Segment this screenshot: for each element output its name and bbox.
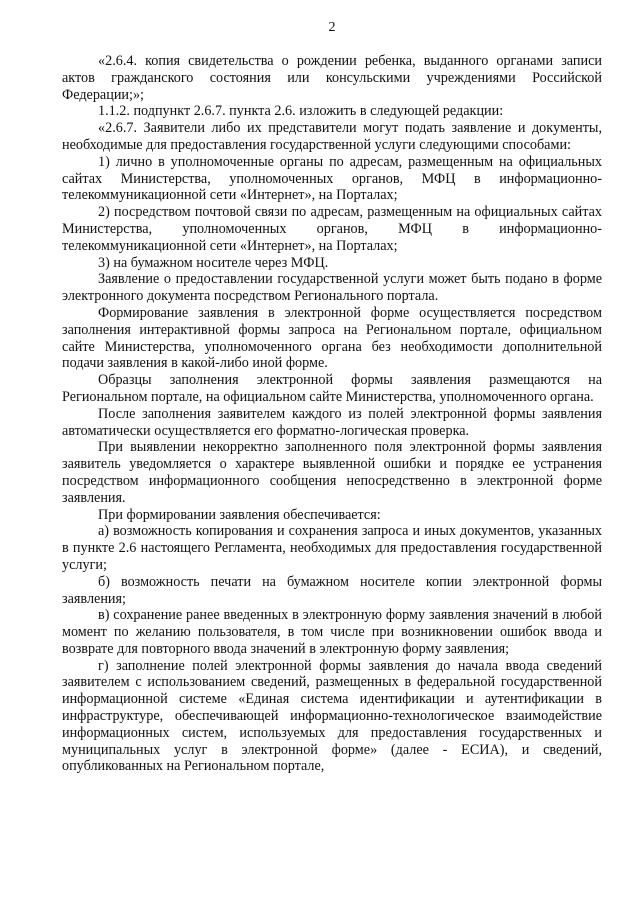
- paragraph-format-check: После заполнения заявителем каждого из полей электронной формы заявления автоматически осуществляется его форматно-логическая проверка.: [62, 405, 602, 439]
- list-item-3: 3) на бумажном носителе через МФЦ.: [98, 254, 329, 271]
- list-item-b: б) возможность печати на бумажном носителе копии электронной формы заявления;: [62, 573, 602, 607]
- paragraph-form-samples: Образцы заполнения электронной формы заявления размещаются на Региональном портале, на официальном сайте Министерства, уполномоченного органа.: [62, 372, 602, 405]
- paragraph-electronic-submission: Заявление о предоставлении государственной услуги может быть подано в форме электронного документа посредством Регионального портала.: [62, 271, 602, 305]
- paragraph-ensured-list-intro: При формировании заявления обеспечивается:: [98, 506, 381, 523]
- list-item-g: г) заполнение полей электронной формы заявления до начала ввода сведений заявителем с использованием сведений, размещенных в федеральной государственной информационной системе «Единая система идентификации и аутентификации в инфраструктуре, обеспечивающей информационно-технологическое взаимодействие информационных систем, используемых для предоставления государственных и муниципальных услуг в электронной форме» (далее - ЕСИА), и сведений, опубликованных на Региональном портале,: [62, 657, 602, 775]
- document-body: [62, 53, 602, 775]
- paragraph-error-notification: При выявлении некорректно заполненного поля электронной формы заявления заявитель уведомляется о характере выявленной ошибки и порядке ее устранения посредством информационного сообщения непосредственно в электронной форме заявления.: [62, 439, 602, 506]
- paragraph-2-6-4: «2.6.4. копия свидетельства о рождении ребенка, выданного органами записи актов гражданского состояния или консульскими учреждениями Российской Федерации;»;: [62, 53, 602, 103]
- list-item-v: в) сохранение ранее введенных в электронную форму заявления значений в любой момент по желанию пользователя, в том числе при возникновении ошибок ввода и возврате для повторного ввода значений в электронную форму заявления;: [62, 607, 602, 657]
- list-item-1: 1) лично в уполномоченные органы по адресам, размещенным на официальных сайтах Министерства, уполномоченных органов, МФЦ в информационно-телекоммуникационной сети «Интернет», на Порталах;: [62, 153, 602, 204]
- paragraph-1-1-2: 1.1.2. подпункт 2.6.7. пункта 2.6. изложить в следующей редакции:: [98, 103, 504, 120]
- paragraph-electronic-form: Формирование заявления в электронной форме осуществляется посредством заполнения интерактивной формы запроса на Региональном портале, официальном сайте Министерства, уполномоченного органа без необходимости дополнительной подачи заявления в какой-либо иной форме.: [62, 304, 602, 372]
- paragraph-2-6-7: «2.6.7. Заявители либо их представители могут подать заявление и документы, необходимые для предоставления государственной услуги следующими способами:: [62, 120, 602, 153]
- list-item-a: а) возможность копирования и сохранения запроса и иных документов, указанных в пункте 2.6 настоящего Регламента, необходимых для предоставления государственной услуги;: [62, 523, 602, 573]
- list-item-2: 2) посредством почтовой связи по адресам, размещенным на официальных сайтах Министерства, уполномоченных органов, МФЦ в информационно-телекоммуникационной сети «Интернет», на Порталах;: [62, 204, 602, 254]
- page-number: 2: [328, 20, 336, 35]
